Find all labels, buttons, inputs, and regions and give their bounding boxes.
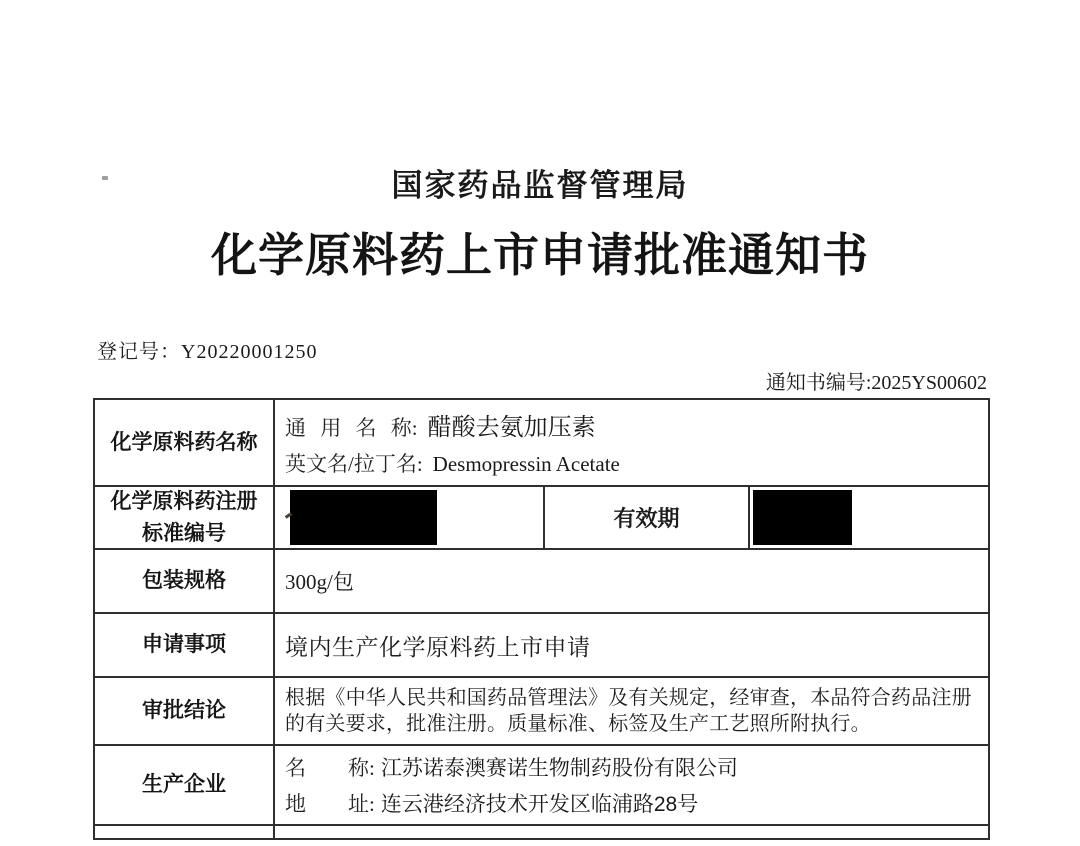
standard-number-value-cell: [275, 487, 545, 548]
row-label-standard-number: [95, 487, 275, 548]
standard-number-content: [275, 487, 988, 548]
manufacturer-name-label: 名 称:: [285, 756, 375, 780]
english-name-line: [285, 448, 988, 478]
partial-row-content-cell: [275, 826, 988, 838]
notice-number-line: [766, 366, 987, 395]
standard-number-label-line2: 标准编号: [142, 521, 226, 545]
registration-value: Y20220001250: [181, 341, 318, 363]
generic-name-label: 通 用 名 称:: [285, 415, 418, 440]
manufacturer-address-label: 地 址:: [285, 792, 375, 816]
approval-conclusion-content-cell: [275, 678, 988, 744]
agency-title: 国家药品监督管理局: [391, 168, 689, 203]
validity-label-cell: [545, 487, 750, 548]
generic-name-value: 醋酸去氨加压素: [427, 413, 596, 441]
table-row-approval-conclusion: [95, 676, 988, 744]
document-title: 化学原料药上市申请批准通知书: [211, 230, 869, 281]
package-spec-value: 300g/包: [285, 570, 354, 594]
manufacturer-name-line: [285, 752, 988, 782]
row-label-approval-conclusion: 审批结论: [95, 678, 275, 744]
notice-label: 通知书编号:: [765, 372, 872, 394]
registration-label: 登记号：: [97, 341, 181, 363]
validity-value-cell: [750, 487, 988, 548]
application-item-content-cell: [275, 614, 988, 676]
english-name-label: 英文名/拉丁名:: [285, 452, 423, 477]
row-label-drug-name: 化学原料药名称: [95, 400, 275, 485]
table-row-package-spec: [95, 548, 988, 612]
table-row-drug-name: [95, 400, 988, 485]
english-name-value: Desmopressin Acetate: [432, 452, 620, 477]
table-row-manufacturer: [95, 744, 988, 824]
registration-number-line: [97, 335, 317, 364]
partial-row-label-cell: [95, 826, 275, 838]
approval-conclusion-value: 根据《中华人民共和国药品管理法》及有关规定，经审查，本品符合药品注册的有关要求，批准注册。质量标准、标签及生产工艺照所附执行。: [285, 687, 972, 735]
package-spec-content-cell: [275, 550, 988, 612]
table-row-partial: [95, 824, 988, 838]
drug-name-content-cell: [275, 400, 988, 485]
redaction-box-standard-number: [290, 490, 437, 545]
manufacturer-address-value: 连云港经济技术开发区临浦路28号: [380, 793, 699, 816]
approval-form-table: [93, 398, 990, 840]
redaction-box-validity: [753, 490, 852, 545]
row-label-application-item: 申请事项: [95, 614, 275, 676]
table-row-standard-number: [95, 485, 988, 548]
validity-label: 有效期: [613, 506, 680, 531]
table-row-application-item: [95, 612, 988, 676]
application-item-value: 境内生产化学原料药上市申请: [285, 634, 591, 660]
row-label-manufacturer: 生产企业: [95, 746, 275, 824]
manufacturer-address-line: [285, 788, 988, 818]
notice-value: 2025YS00602: [871, 372, 987, 394]
generic-name-line: [285, 407, 988, 442]
row-label-package-spec: 包装规格: [95, 550, 275, 612]
manufacturer-content-cell: [275, 746, 988, 824]
standard-number-label-line1: 化学原料药注册: [110, 490, 258, 513]
manufacturer-name-value: 江苏诺泰澳赛诺生物制药股份有限公司: [380, 757, 738, 780]
